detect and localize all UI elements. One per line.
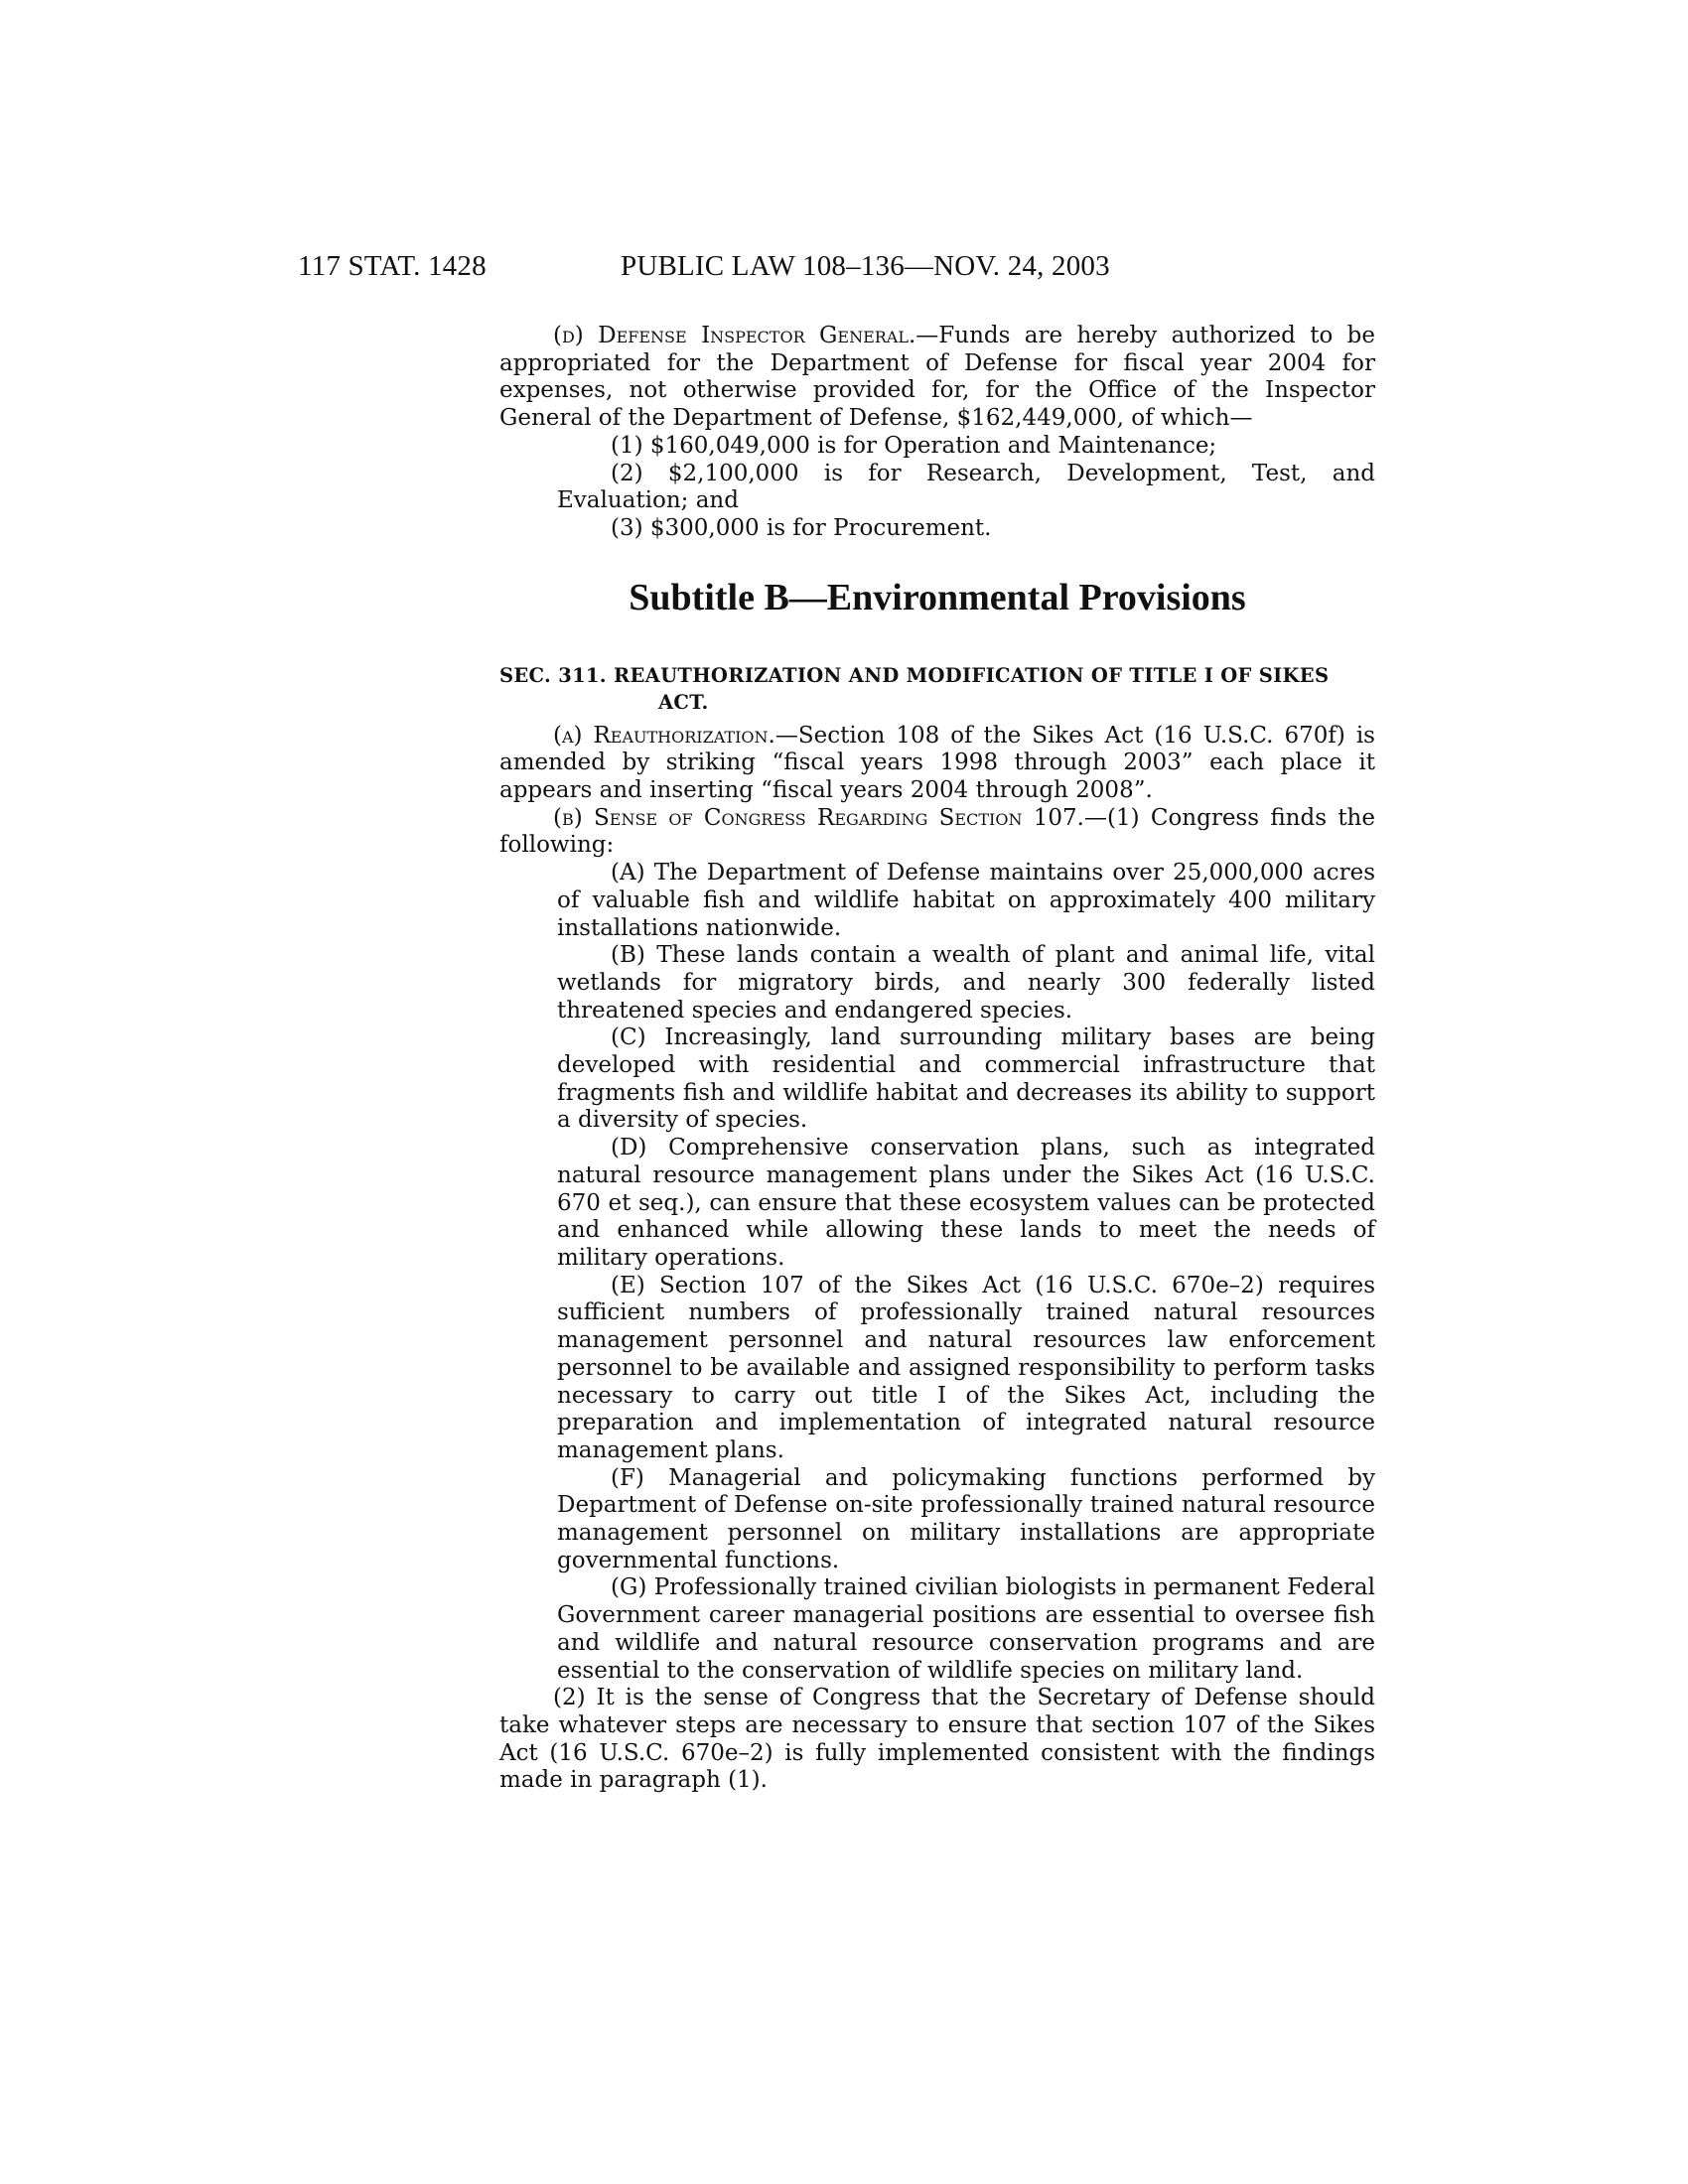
subsection-a — [499, 723, 1375, 805]
finding-item: (C) Increasingly, land surrounding military bases are being developed with residential and commercial infrastructure that fragments fish and wildlife habitat and decreases its ability to support a diversity of species. — [557, 1024, 1375, 1134]
subsection-b-heading: (b) Sense of Congress Regarding Section 107. — [553, 804, 1084, 831]
section-heading: SEC. 311. REAUTHORIZATION AND MODIFICATION OF TITLE I OF SIKES ACT. — [499, 663, 1330, 714]
list-item: (1) $160,049,000 is for Operation and Maintenance; — [611, 432, 1217, 459]
subsection-b — [499, 805, 1375, 860]
finding-item: (B) These lands contain a wealth of plant and animal life, vital wetlands for migratory birds, and nearly 300 federally listed threatened species and endangered species. — [557, 942, 1375, 1024]
defense-ig-paragraph — [499, 323, 1375, 433]
subsection-b-text: —(1) Congress finds the following: — [499, 804, 1375, 859]
findings-list — [499, 860, 1375, 1685]
document-body — [499, 323, 1375, 1795]
finding-item: (D) Comprehensive conservation plans, such as integrated natural resource management plans under the Sikes Act (16 U.S.C. 670 et seq.), can ensure that these ecosystem values can be protected and enhanced while allowing these lands to meet the needs of military operations. — [557, 1135, 1375, 1271]
running-head-title: PUBLIC LAW 108–136—NOV. 24, 2003 — [621, 250, 1110, 282]
subsection-a-heading: (a) Reauthorization. — [553, 722, 775, 749]
finding-item: (E) Section 107 of the Sikes Act (16 U.S.C. 670e–2) requires sufficient numbers of professionally trained natural resources management personnel and natural resources law enforcement personnel to be available and assigned responsibility to perform tasks necessary to carry out title I of the Sikes Act, including the preparation and implementation of integrated natural resource management plans. — [557, 1272, 1375, 1463]
finding-item: (F) Managerial and policymaking functions performed by Department of Defense on-site professionally trained natural resource management personnel on military installations are appropriate governmental functions. — [557, 1464, 1375, 1573]
page-header — [298, 250, 1390, 290]
subtitle-heading: Subtitle B—Environmental Provisions — [629, 576, 1246, 618]
list-item: (2) $2,100,000 is for Research, Development, Test, and Evaluation; and — [557, 460, 1375, 514]
statute-reference: 117 STAT. 1428 — [298, 250, 487, 282]
finding-item: (G) Professionally trained civilian biologists in permanent Federal Government career managerial positions are essential to oversee fish and wildlife and natural resource conservation programs and are essential to the conservation of wildlife species on military land. — [557, 1574, 1375, 1684]
sense-of-congress-paragraph: (2) It is the sense of Congress that the Secretary of Defense should take whatever steps are necessary to ensure that section 107 of the Sikes Act (16 U.S.C. 670e–2) is fully implemented consistent with the findings made in paragraph (1). — [499, 1685, 1375, 1794]
defense-ig-heading: (d) Defense Inspector General. — [553, 323, 916, 348]
list-item: (3) $300,000 is for Procurement. — [611, 514, 992, 541]
defense-ig-items — [499, 433, 1375, 543]
finding-item: (A) The Department of Defense maintains over 25,000,000 acres of valuable fish and wildlife habitat on approximately 400 military installations nationwide. — [557, 860, 1375, 941]
defense-ig-text: —Funds are hereby authorized to be appropriated for the Department of Defense for fiscal year 2004 for expenses, not otherwise provided for, for the Office of the Inspector General of the Department of Defense, $162,449,000, of which— — [499, 323, 1376, 432]
subsection-a-text: —Section 108 of the Sikes Act (16 U.S.C. 670f) is amended by striking “fiscal years 1998 through 2003” each place it appears and inserting “fiscal years 2004 through 2008”. — [499, 722, 1375, 804]
